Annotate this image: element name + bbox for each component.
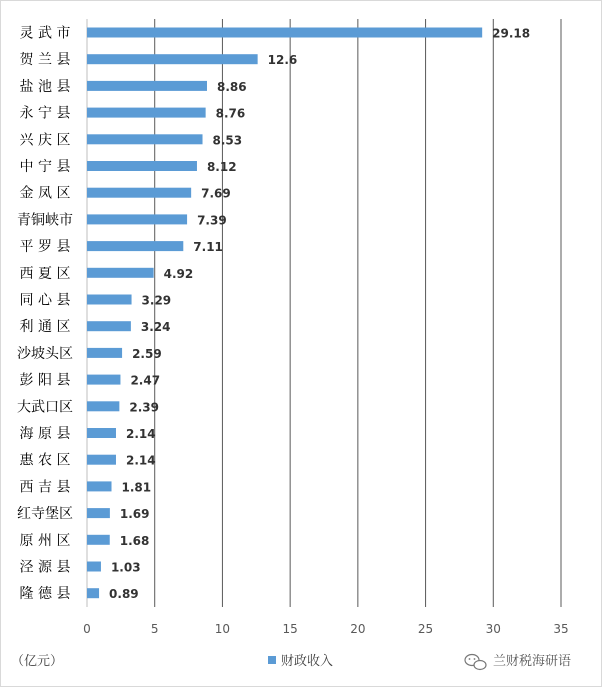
category-label: 原 州 区: [19, 532, 71, 549]
watermark: [465, 653, 571, 670]
x-tick-label: 5: [150, 622, 159, 636]
category-label: 盐 池 县: [19, 78, 71, 95]
x-tick-label: 30: [485, 622, 501, 636]
legend-label: 财政收入: [281, 654, 334, 669]
x-tick-label: 10: [214, 622, 231, 636]
value-label: 1.03: [110, 560, 141, 575]
value-label: 8.53: [212, 133, 243, 148]
category-label: 同 心 县: [19, 292, 71, 309]
value-label: 2.14: [125, 427, 156, 441]
category-label: 隆 德 县: [19, 586, 71, 603]
x-tick-label: 20: [350, 622, 366, 636]
x-tick-label: 0: [83, 622, 91, 636]
category-label: 永 宁 县: [19, 105, 71, 122]
value-label: 8.86: [216, 79, 247, 94]
value-label: 1.81: [121, 480, 152, 495]
watermark-text: 兰财税海研语: [493, 654, 572, 669]
value-label: 4.92: [163, 266, 194, 281]
value-label: 7.39: [197, 213, 227, 228]
x-tick-label: 35: [553, 622, 569, 636]
category-label: 金 凤 区: [19, 185, 71, 202]
bar: [87, 214, 187, 224]
value-label: 7.69: [201, 186, 231, 201]
bar: [87, 161, 197, 171]
gridlines: [87, 19, 561, 607]
category-label: 平 罗 县: [19, 239, 71, 256]
bar: [87, 562, 101, 572]
bar: [87, 28, 482, 38]
value-label: 29.18: [492, 26, 531, 41]
category-label: 中 宁 县: [19, 159, 71, 175]
category-label: 红寺堡区: [17, 506, 73, 523]
bar: [87, 54, 258, 64]
bar-chart: [1, 1, 601, 686]
category-label: 大武口区: [17, 399, 73, 416]
bar: [87, 588, 99, 598]
value-label: 12.6: [267, 53, 298, 68]
value-label: 2.14: [125, 453, 156, 468]
bar: [87, 295, 132, 305]
bar: [87, 268, 154, 278]
value-label: 0.89: [109, 587, 139, 602]
value-label: 8.12: [206, 160, 237, 174]
bar: [87, 481, 112, 491]
bar: [87, 455, 116, 465]
bar: [87, 401, 119, 411]
legend-swatch: [268, 656, 276, 664]
category-label: 彭 阳 县: [19, 372, 71, 389]
category-label: 西 夏 区: [19, 265, 71, 282]
category-label: 沙坡头区: [17, 345, 73, 362]
bar: [87, 375, 120, 385]
category-labels: [17, 26, 73, 603]
bar: [87, 348, 122, 358]
value-label: 2.39: [129, 400, 159, 415]
value-label: 3.24: [140, 320, 171, 335]
value-label: 2.59: [132, 346, 162, 361]
category-label: 海 原 县: [19, 426, 71, 442]
bar: [87, 535, 110, 545]
unit-label: （亿元）: [11, 654, 64, 669]
x-tick-label: 25: [417, 622, 434, 636]
category-label: 泾 源 县: [19, 559, 71, 576]
bar: [87, 241, 183, 251]
category-label: 贺 兰 县: [19, 52, 71, 69]
value-label: 1.69: [119, 507, 150, 522]
category-label: 利 通 区: [19, 319, 71, 336]
category-label: 灵 武 市: [19, 25, 71, 42]
category-label: 西 吉 县: [19, 479, 71, 496]
bar: [87, 428, 116, 438]
value-label: 3.29: [141, 293, 172, 308]
wechat-icon: [465, 655, 486, 670]
value-label: 8.76: [215, 106, 246, 121]
category-label: 兴 庆 区: [19, 132, 71, 149]
bar: [87, 108, 206, 118]
bar: [87, 81, 207, 91]
value-label: 2.47: [130, 373, 161, 388]
value-label: 1.68: [119, 533, 150, 548]
value-label: 7.11: [193, 240, 223, 255]
bar: [87, 321, 131, 331]
bar: [87, 134, 203, 144]
category-label: 青铜峡市: [17, 212, 73, 229]
x-tick-label: 15: [282, 622, 298, 636]
bar: [87, 508, 110, 518]
bar: [87, 188, 191, 198]
category-label: 惠 农 区: [19, 452, 71, 469]
legend: [268, 653, 333, 669]
x-tick-labels: [83, 622, 568, 636]
